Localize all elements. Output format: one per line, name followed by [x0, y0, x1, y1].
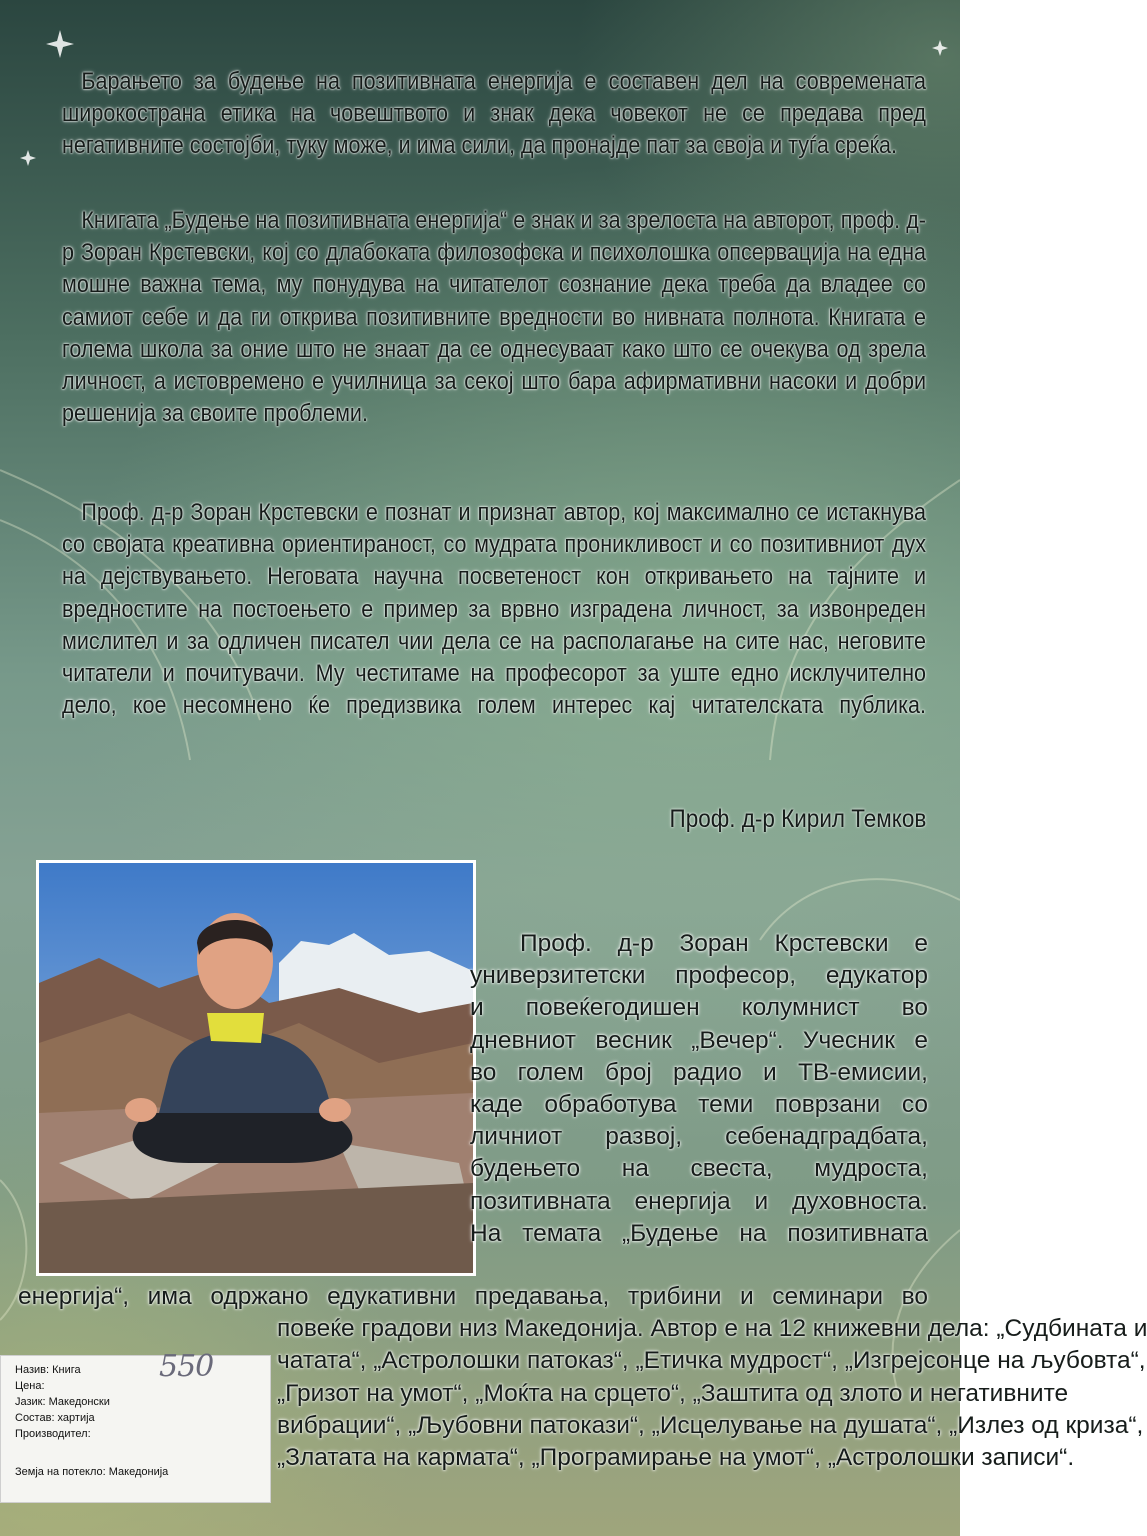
- bio-line: будењето на свеста, мудроста,: [470, 1155, 928, 1183]
- label-language: Јазик: Македонски: [15, 1396, 110, 1408]
- bio-line: во голем број радио и ТВ-емисии,: [470, 1058, 928, 1086]
- bio-line: и повеќегодишен колумнист во: [470, 994, 928, 1022]
- author-bio-narrow: [470, 928, 928, 1250]
- review-signature: Проф. д-р Кирил Темков: [669, 805, 926, 833]
- bio-line: повеќе градови низ Македонија. Автор е на 12 книжевни дела: „Судбината и: [277, 1315, 1147, 1343]
- bio-line: енергија“, има одржано едукативни предавања, трибини и семинари во: [18, 1283, 928, 1310]
- author-photo: [36, 860, 476, 1276]
- label-price: Цена:: [15, 1380, 45, 1392]
- label-material: Состав: хартија: [15, 1412, 95, 1424]
- review-paragraph-1: Барањето за будење на позитивната енергија е составен дел на современата широкострана етика на човештвото и знак дека човекот не се предава пред негативните состојби, туку може, и има сили, да пронајде пат за своја и туѓа среќа.: [62, 68, 926, 160]
- bio-line: позитивната енергија и духовноста.: [470, 1187, 928, 1215]
- bio-line: универзитетски професор, едукатор: [470, 962, 928, 990]
- bio-line: вибрации“, „Љубовни патокази“, „Исцелување на душата“, „Излез од криза“,: [277, 1411, 1144, 1439]
- bio-line: Проф. д-р Зоран Крстевски е: [520, 930, 928, 957]
- label-origin: Земја на потекло: Македонија: [15, 1466, 169, 1478]
- bio-line: На темата „Будење на позитивната: [470, 1219, 928, 1247]
- label-producer: Производител:: [15, 1428, 91, 1440]
- bio-line: „Златата на кармата“, „Програмирање на умот“, „Астролошки записи“.: [277, 1444, 1075, 1472]
- bio-line: личниот развој, себенадградбата,: [470, 1123, 928, 1151]
- handwritten-price: 550: [159, 1349, 214, 1384]
- bio-line: чатата“, „Астролошки патоказ“, „Етичка мудрост“, „Изгрејсонце на љубовта“,: [277, 1347, 1146, 1375]
- review-paragraph-2: Книгата „Будење на позитивната енергија“ е знак и за зрелоста на авторот, проф. д-р Зоран Крстевски, кој со длабоката филозофска и психолошка опсервација на една мошне важна тема, му понудува на читателот сознание дека треба да владее со самиот себе и да ги открива позитивните вредности во нивната полнота. Книгата е голема школа за оние што не знаат да се однесуваат како што се очекува од зрела личност, а истовремено е училница за секој што бара афирмативни насоки и добри решенија за своите проблеми.: [62, 207, 926, 428]
- review-paragraph-3: Проф. д-р Зоран Крстевски е познат и признат автор, кој максимално се истакнува со својата креативна ориентираност, со мудрата проникливост и со позитивниот дух на дејствувањето. Неговата научна посветеност кон откривањето на тајните и вредностите на постоењето е пример за врвно изградена личност, за извонреден мислител и за одличен писател чии дела се на располагање на сите нас, неговите читатели и почитувачи. Му честитаме на професорот за уште едно исклучително дело, кое несомнено ќе предизвика голем интерес кај читателската публика.: [62, 499, 926, 720]
- product-info-sticker: [0, 1349, 271, 1503]
- bio-line: „Гризот на умот“, „Моќта на срцето“, „Заштита од злото и негативните: [277, 1379, 1069, 1407]
- label-name: Назив: Книга: [15, 1364, 81, 1376]
- bio-line: дневниот весник „Вечер“. Учесник е: [470, 1026, 928, 1054]
- bio-line: каде обработува теми поврзани со: [470, 1091, 928, 1119]
